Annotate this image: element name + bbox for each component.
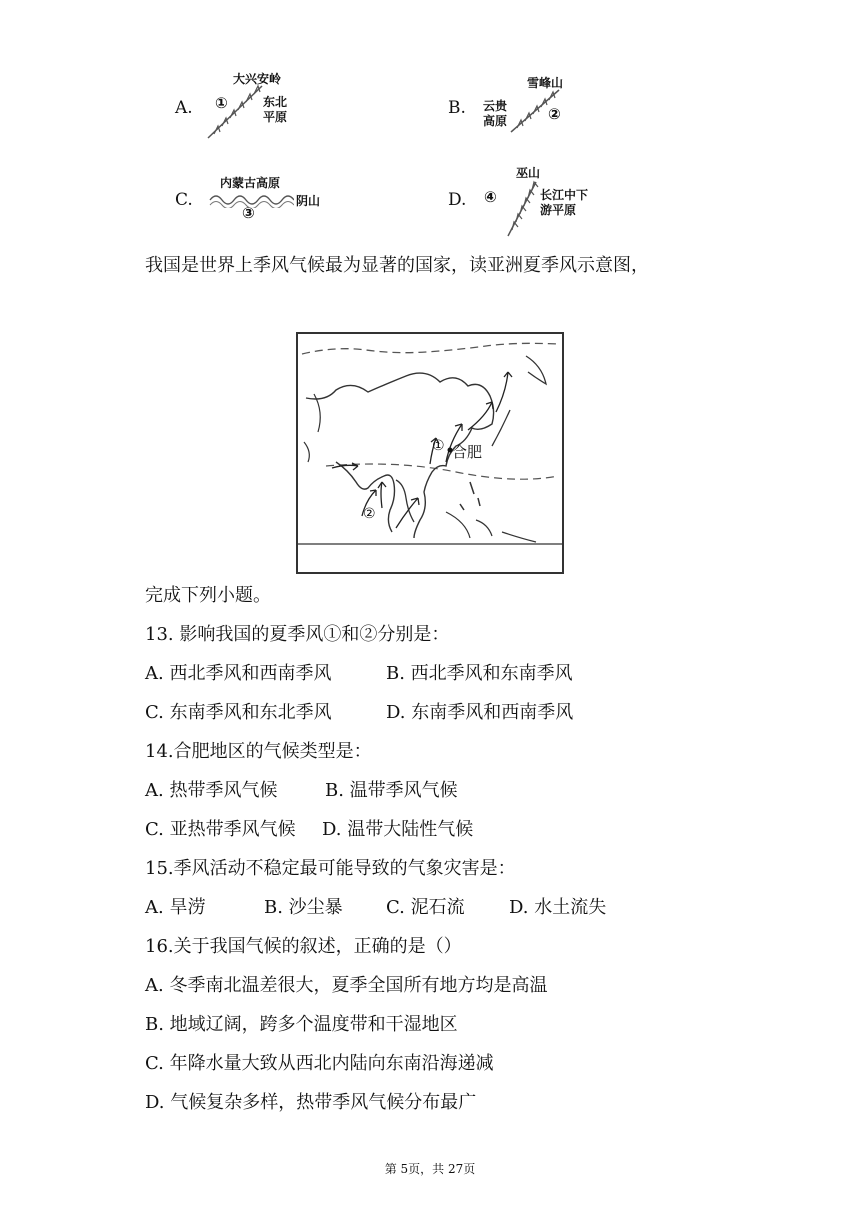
question-15-option-d: D. 水土流失 [509,897,607,918]
option-c-top-label: 内蒙古高原 [220,176,281,190]
option-d-top-label: 巫山 [516,166,541,180]
option-d-mountain-symbol [502,178,542,240]
option-a-num: ① [215,94,228,112]
option-c-right-label: 阴山 [296,194,321,208]
question-14-option-d: D. 温带大陆性气候 [322,819,474,840]
question-13-option-d: D. 东南季风和西南季风 [386,702,574,723]
option-b-num: ② [548,105,561,123]
option-b-left-label-1: 云贵 [483,99,508,113]
question-16-option-c: C. 年降水量大致从西北内陆向东南沿海递减 [145,1053,494,1074]
map-city-label: 合肥 [452,443,483,461]
option-b-top-label: 雪峰山 [527,76,564,90]
question-15-option-b: B. 沙尘暴 [264,897,343,918]
map-label-2: ② [363,506,376,522]
question-15-option-a: A. 旱涝 [145,897,206,918]
option-a-letter: A. [175,98,193,118]
option-c-mountain-symbol [208,190,294,208]
option-b-letter: B. [448,98,466,118]
question-16-option-a: A. 冬季南北温差很大，夏季全国所有地方均是高温 [145,975,548,996]
question-13-option-c: C. 东南季风和东北季风 [145,702,332,723]
option-a-top-label: 大兴安岭 [233,72,282,86]
option-d-right-label-1: 长江中下 [540,188,589,202]
page-number-text: 第 5页，共 27页 [384,1162,476,1176]
option-b-left-label-2: 高原 [483,114,508,128]
option-a-right-label-2: 平原 [263,110,288,124]
option-c-letter: C. [175,190,193,210]
question-13-option-a: A. 西北季风和西南季风 [145,663,332,684]
page-footer [0,1160,860,1177]
question-14-option-c: C. 亚热带季风气候 [145,819,296,840]
question-14-option-a: A. 热带季风气候 [145,780,278,801]
option-c-num: ③ [242,204,255,222]
question-15-option-c: C. 泥石流 [386,897,465,918]
question-15-stem: 15.季风活动不稳定最可能导致的气象灾害是： [145,858,516,879]
option-d-letter: D. [448,190,467,210]
after-map-text: 完成下列小题。 [145,585,271,606]
question-16-option-d: D. 气候复杂多样，热带季风气候分布最广 [145,1092,477,1113]
option-d-num: ④ [484,188,497,206]
question-16-stem: 16.关于我国气候的叙述，正确的是（） [145,936,462,957]
asia-summer-monsoon-map [296,332,564,574]
question-14-option-b: B. 温带季风气候 [325,780,458,801]
question-14-stem: 14.合肥地区的气候类型是： [145,741,372,762]
map-label-1: ① [432,438,445,454]
question-13-stem: 13. 影响我国的夏季风①和②分别是： [145,624,450,645]
question-13-option-b: B. 西北季风和东南季风 [386,663,573,684]
question-16-option-b: B. 地域辽阔，跨多个温度带和干湿地区 [145,1014,458,1035]
option-d-right-label-2: 游平原 [540,203,577,217]
intro-text: 我国是世界上季风气候最为显著的国家，读亚洲夏季风示意图， [145,255,649,276]
map-graphic [296,332,564,574]
option-b-mountain-symbol [505,84,565,136]
option-a-mountain-symbol [200,82,270,142]
option-a-right-label-1: 东北 [263,95,288,109]
